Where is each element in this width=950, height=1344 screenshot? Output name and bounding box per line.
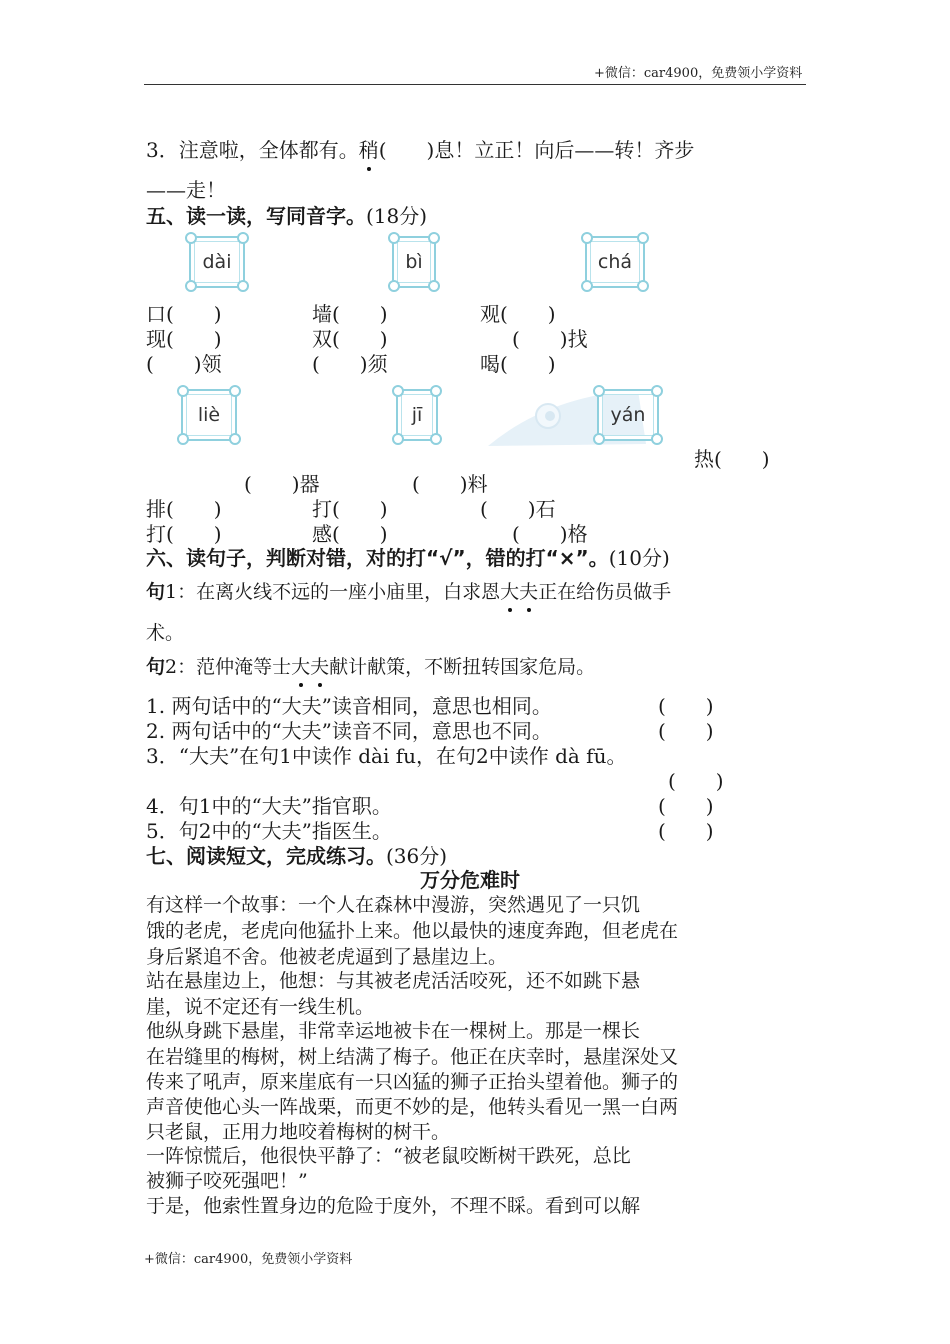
judge-answer-1: ( ) — [658, 694, 714, 718]
header-note: +微信：car4900，免费领小学资料 — [594, 66, 803, 81]
section7-title: 七、阅读短文，完成练习。 — [146, 844, 386, 868]
s5-row7-c1: 打( ) — [146, 522, 222, 546]
footer-note: +微信：car4900，免费领小学资料 — [144, 1252, 353, 1267]
s5-row4-c3: 热( ) — [694, 447, 770, 471]
sentence1-dotted-da: 大 — [500, 577, 519, 604]
judge-item-4: 4．句1中的“大夫”指官职。 — [146, 794, 392, 818]
judge-answer-2: ( ) — [658, 719, 714, 743]
story-line-11: 一阵惊慌后，他很快平静了：“被老鼠咬断树干跌死，总比 — [146, 1145, 631, 1167]
story-line-9: 声音使他心头一阵战栗，而更不妙的是，他转头看见一黑一白两 — [146, 1096, 679, 1118]
story-line-3: 身后紧追不舍。他被老虎逼到了悬崖边上。 — [146, 946, 508, 968]
sentence1-line2: 术。 — [146, 622, 185, 644]
judge-item-1: 1. 两句话中的“大夫”读音相同，意思也相同。 — [146, 694, 552, 718]
section6-title: 六、读句子，判断对错，对的打“√”，错的打“×”。 — [146, 546, 609, 570]
sentence2-text-a: 2：范仲淹等士 — [165, 656, 292, 678]
s5-row5-c2: ( )料 — [412, 472, 488, 496]
story-line-1: 有这样一个故事：一个人在森林中漫游，突然遇见了一只饥 — [146, 894, 641, 916]
q3-text-b: ( )息！立正！向后——转！齐步 — [378, 138, 695, 162]
judge-item-2: 2. 两句话中的“大夫”读音不同，意思也不同。 — [146, 719, 552, 743]
header-rule — [144, 84, 806, 85]
sentence2-line — [146, 652, 595, 679]
sentence1-text-a: 1：在离火线不远的一座小庙里，白求恩 — [165, 581, 501, 603]
s5-row7-c3: ( )格 — [512, 522, 588, 546]
section5-score: (18分) — [366, 204, 428, 228]
s5-row6-c2: 打( ) — [312, 497, 388, 521]
sentence2-dotted-fu: 夫 — [310, 652, 329, 679]
sentence2-text-b: 献计献策，不断扭转国家危局。 — [329, 656, 596, 678]
story-line-2: 饿的老虎，老虎向他猛扑上来。他以最快的速度奔跑，但老虎在 — [146, 920, 679, 942]
judge-answer-4: ( ) — [658, 794, 714, 818]
story-title: 万分危难时 — [420, 868, 520, 892]
story-line-12: 被狮子咬死强吧！” — [146, 1170, 308, 1192]
sentence1-line1 — [146, 577, 671, 604]
pinyin-box-cha — [585, 236, 645, 288]
s5-row1-c2: 墙( ) — [312, 302, 388, 326]
story-line-8: 传来了吼声，原来崖底有一只凶猛的狮子正抬头望着他。狮子的 — [146, 1071, 679, 1093]
pinyin-box-bi — [392, 236, 436, 288]
story-line-4: 站在悬崖边上，他想：与其被老虎活活咬死，还不如跳下悬 — [146, 970, 641, 992]
s5-row3-c3: 喝( ) — [480, 352, 556, 376]
section7-score: (36分) — [386, 844, 448, 868]
story-line-7: 在岩缝里的梅树，树上结满了梅子。他正在庆幸时，悬崖深处又 — [146, 1046, 679, 1068]
pinyin-box-dai — [189, 236, 245, 288]
pinyin-text: chá — [597, 251, 633, 273]
judge-item-5: 5．句2中的“大夫”指医生。 — [146, 819, 392, 843]
s5-row2-c3: ( )找 — [512, 327, 588, 351]
section7-heading — [146, 840, 447, 869]
s5-row1-c3: 观( ) — [480, 302, 556, 326]
judge-item-3: 3．“大夫”在句1中读作 dài fu，在句2中读作 dà fū。 — [146, 744, 627, 768]
pinyin-text: jī — [411, 404, 423, 426]
story-line-13: 于是，他索性置身边的危险于度外，不理不睬。看到可以解 — [146, 1195, 641, 1217]
story-line-10: 只老鼠，正用力地咬着梅树的树干。 — [146, 1121, 451, 1143]
section6-heading — [146, 542, 670, 571]
sentence1-dotted-fu: 夫 — [519, 577, 538, 604]
s5-row7-c2: 感( ) — [312, 522, 388, 546]
s5-row2-c1: 现( ) — [146, 327, 222, 351]
pinyin-text: yán — [610, 404, 646, 426]
judge-answer-5: ( ) — [658, 819, 714, 843]
pinyin-text: bì — [405, 251, 423, 273]
s5-row6-c3: ( )石 — [480, 497, 556, 521]
story-line-6: 他纵身跳下悬崖，非常幸运地被卡在一棵树上。那是一棵长 — [146, 1020, 641, 1042]
s5-row1-c1: 口( ) — [146, 302, 222, 326]
pinyin-text: liè — [197, 404, 221, 426]
section6-score: (10分) — [608, 546, 670, 570]
s5-row6-c1: 排( ) — [146, 497, 222, 521]
judge-answer-3: ( ) — [668, 769, 724, 793]
s5-row2-c2: 双( ) — [312, 327, 388, 351]
s5-row3-c1: ( )领 — [146, 352, 222, 376]
pinyin-box-yan — [597, 389, 659, 441]
s5-row3-c2: ( )须 — [312, 352, 388, 376]
sentence2-dotted-da: 大 — [291, 652, 310, 679]
sentence1-label: 句 — [146, 581, 166, 603]
pinyin-box-lie — [181, 389, 237, 441]
q3-line2: ——走！ — [146, 178, 226, 202]
sentence1-text-b: 正在给伤员做手 — [538, 581, 672, 603]
q3-text-a: 3．注意啦，全体都有。 — [146, 138, 359, 162]
story-line-5: 崖，说不定还有一线生机。 — [146, 996, 375, 1018]
q3-line1 — [146, 134, 694, 163]
sentence2-label: 句 — [146, 656, 166, 678]
pinyin-text: dài — [202, 251, 232, 273]
section5-heading — [146, 200, 427, 229]
section5-title: 五、读一读，写同音字。 — [146, 204, 366, 228]
pinyin-box-ji — [396, 389, 438, 441]
q3-dotted-char: 稍 — [359, 134, 379, 163]
s5-row5-c1: ( )器 — [244, 472, 320, 496]
